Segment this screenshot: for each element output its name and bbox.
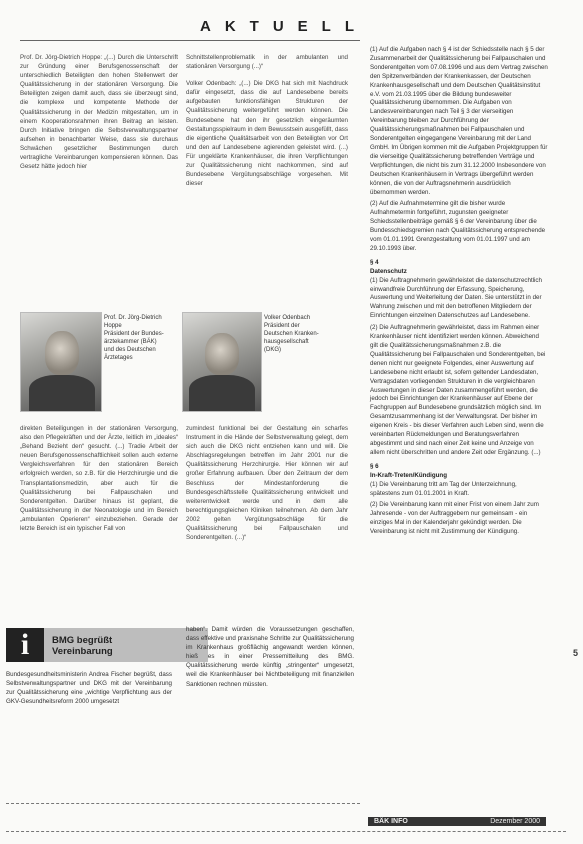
caption-odenbach: [264, 314, 344, 354]
section-title: AKTUELL: [200, 18, 368, 35]
photo-odenbach: [182, 312, 262, 412]
caption-line: und des Deutschen: [104, 347, 156, 353]
section-number: § 6: [370, 462, 379, 470]
header-rule: [20, 40, 360, 41]
lower-middle-text: zumindest funktional bei der Gestaltung ein scharfes Instrument in die Hände der Selbstverwaltung gelegt, dem sich auch die DKG nicht entziehen kann und will. Die Abschlagsregelungen betreffen im Jahr 2001 nur die Qualitätssicherung Herzchirurgie. Hier können wir auf großer Erfahrung aufbauen. Über den Zeitraum der dem Beschluss der Mindestanforderung die Bundesgeschäftsstelle Qualitätssicherung entwickelt und weiterentwickelt werde und in dem alle berechtigungsgleichen Kliniken teilnehmen. Ab dem Jahr 2002 gelten Vergütungsabschläge für die Qualitätssicherung bei Fallpauschalen und Sonderentgelten. (...)“: [186, 425, 348, 542]
lower-middle-column: [186, 424, 348, 542]
portrait-suit: [189, 375, 255, 411]
bmg-left-text: Bundesgesundheitsministerin Andrea Fischer begrüßt, dass Selbstverwaltungspartner und DKG mit der Vereinbarung zur Qualitätssicherung eine „wichtige Verpflichtung aus der GKV-Gesundheitsreform 2000 umgesetzt: [6, 671, 172, 706]
left-column-text: Prof. Dr. Jörg-Dietrich Hoppe: „(...) Durch die Unterschrift zur Gründung einer Berufsgenossenschaft der unterschiedlich Beteiligten den hohen Stellenwert der Qualitätssicherung in der stationären Versorgung. Die Beteiligten zeigen damit auch, dass sie überzeugt sind, die komplexe und kompetente Methode der Qualitätssicherung in der Medizin mitgestalten, um in einem Kooperationsrahmen ihren Beitrag an leisten. Durch Initiative bringen die Selbstverwaltungspartner aufsehen in benachbarter Weise, dass sie durchaus Schwächen gesetzlicher Bestimmungen durch vertragliche Vereinbarungen kompensieren können. Das Gesetz hätte jedoch hier: [20, 54, 178, 171]
right-paragraph: (2) Auf die Aufnahmetermine gilt die bisher wurde Aufnahmetermin fortgeführt, zugunsten geeigneter Schiedsstellenbeiträge gemäß § 6 der Vereinbarung über die Bundesschiedsgremien nach Qualitätssicherung entsprechende vom 01.01.1991 Grenzgestaltung vom 01.01.1997 und am 29.10.1993 über.: [370, 200, 546, 252]
cut-line: [6, 803, 360, 804]
infobox-title-line: Vereinbarung: [52, 646, 113, 657]
caption-line: Prof. Dr. Jörg-Dietrich: [104, 315, 162, 321]
info-icon: i: [6, 628, 44, 662]
bmg-left-column: [6, 670, 172, 706]
photo-hoppe: [20, 312, 102, 412]
portrait-face: [205, 333, 239, 375]
caption-line: Ärztetages: [104, 355, 133, 361]
footer-publication: BÄK INFO: [374, 818, 408, 825]
middle-column: [186, 53, 348, 188]
footer-date: Dezember 2000: [490, 818, 540, 825]
left-column: [20, 53, 178, 171]
right-paragraph: (2) Die Auftragnehmerin gewährleistet, dass im Rahmen einer Krankenhäuser nicht identifiziert werden können. Abweichend gilt die Qualitätssicherungsmaßnahmen z.B. die Qualitätssicherung bei Fallpauschalen und Sonderentgelten, bei denen nicht nur geeignete Folgendes, einer Auswertung auf Landesebene nicht erlaubt ist, sofern geltender Landesdaten, Vertragsdaten vorliegenden Strukturen in die vergleichbaren Auswertungen in dieser Daten zusammengeführt werden, die jedoch bei Einrichtungen der Krankenhäuser auf Ebene der Fachgruppen auf Bundesebene grundsätzlich möglich sind. Im Gesamtzusammenhang ist der Verwaltungsrat. Der bisher im eigenen Kreis - bis dieser Verfahren auch Leben sind, wenn die vereinbarten Rückmeldungen und Beratungsverfahren abgestimmt und sind nach einer Zeit keine und Anzeige von allem nicht überschritten und andere Zeit oder Ergänzung. (...): [370, 324, 546, 456]
portrait-face: [45, 331, 79, 375]
infobox-title-line: BMG begrüßt: [52, 635, 113, 646]
section-number: § 4: [370, 258, 379, 266]
caption-line: (DKG): [264, 347, 281, 353]
middle-column-text-1: Schnittstellenproblematik in der ambulanten und stationären Versorgung (...)“: [186, 54, 348, 71]
right-paragraph: (1) Die Vereinbarung tritt am Tag der Unterzeichnung, spätestens zum 01.01.2001 in Kraft.: [370, 480, 517, 497]
caption-hoppe: [104, 314, 180, 362]
right-paragraph: (2) Die Vereinbarung kann mit einer Frist von einem Jahr zum Jahresende - von der Auftraggebern nur gemeinsam - ein einziges Mal in der Kalenderjahr gekündigt werden. Die Vereinbarung ist nicht mit Zustimmung der Kündigung.: [370, 501, 539, 536]
section-heading: Datenschutz: [370, 267, 407, 275]
section-heading: In-Kraft-Treten/Kündigung: [370, 471, 447, 479]
caption-line: Deutschen Kranken-: [264, 331, 319, 337]
right-column: [370, 46, 548, 537]
middle-column-text-2: Volker Odenbach: „(...) Die DKG hat sich mit Nachdruck dafür eingesetzt, dass die auf Landesebene bereits aufgebauten funktionsfähigen Strukturen der Qualitätssicherung weitergeführt werden können. Die Bundesebene hat den ihr gesetzlich eingeräumten Gestaltungsspielraum in dem Bewusstsein ausgefüllt, dass die eigentliche Qualitätsarbeit von den Beteiligten vor Ort und den auf Landesebene agierenden geleistet wird. (...) Für ungeklärte Krankenhäuser, die ihren Verpflichtungen zur Qualitätssicherung nicht nachkommen, sind auf Bundesebene Vergütungsabschläge vorgesehen. Mit dieser: [186, 80, 348, 188]
caption-line: Präsident der: [264, 323, 300, 329]
lower-left-column: [20, 424, 178, 533]
caption-line: hausgesellschaft: [264, 339, 309, 345]
caption-line: Hoppe: [104, 323, 122, 329]
bmg-right-column: [186, 625, 354, 689]
caption-line: ärztekammer (BÄK): [104, 339, 157, 345]
cut-line-bottom: [6, 831, 566, 832]
footer-bar: [368, 817, 546, 826]
right-paragraph: (1) Auf die Aufgaben nach § 4 ist der Schiedsstelle nach § 5 der Zusammenarbeit der Qualitätssicherung bei Fallpauschalen und Sonderentgelten vom 07.08.1996 und aus dem Vertrag zwischen den Spitzenverbänden der Krankenkassen, der Deutschen Krankenhausgesellschaft und dem Deutschen Qualitätsinstitut e.V. vom 21.03.1995 über die Bildung bundesweiter Qualitätssicherung übernommen. Die Aufgaben von Landesvereinbarungen nach Teil § 3 der vierseitigen Vereinbarung bleiben zur Durchführung der Qualitätssicherungsmaßnahmen bei Fallpauschalen und Sonderentgelten eingegangene Vereinbarung mit der Land GmbH. Im Übrigen kommen mit die Aufgaben Projektgruppen für die vierseitige Qualitätssicherung betreffenden Verträge und Verpflichtungen, die nicht bis zum 31.12.2000 Insbesondere von Deutschen Krankenhäusern in Vertrags übergeführt werden können, die von der Auftragsnehmerin ausdrücklich übernommen werden.: [370, 46, 548, 196]
right-paragraph: (1) Die Auftragnehmerin gewährleistet die datenschutzrechtlich einwandfreie Durchführung der Erfassung, Speicherung, Auswertung und Weiterleitung der Daten. Sie unterstützt in der Wahrung zwischen und mit den betroffenen Mitgliedern der Einrichtungen einzelnen Datenschutzes auf Landesebene.: [370, 276, 542, 320]
bmg-right-text: haben“. Damit würden die Voraussetzungen geschaffen, dass effektive und praxisnahe Schritte zur Qualitätssicherung im Krankenhaus großflächig angewandt werden können, hieß es in einer Pressemitteilung des BMG. Qualitätssicherung werde künftig „stringenter“ umgesetzt, weil die Krankenhäuser bei Nichtbeteiligung mit finanziellen Sanktionen rechnen müssten.: [186, 626, 354, 688]
caption-line: Volker Odenbach: [264, 315, 311, 321]
caption-line: Präsident der Bundes-: [104, 331, 164, 337]
page-number: 5: [573, 648, 579, 658]
portrait-suit: [29, 375, 95, 411]
lower-left-text: direkten Beteiligungen in der stationären Versorgung, also den Pflegekräften und der Ärzte, leitlich im „ideales“ „Behand Bezieht den“ gesucht. (...) Tradie Arbeit der neuen Berufsgenossenschaftlichkeit sollen auch externe Vergleichsverfahren für den stationären Bereich erfolgreich werden, so z.B. für die Herzchirurgie und die Transplantationsmedizin, aber auch für die Qualitätssicherung bei Fallpauschalen und Sonderentgelten. Darüber hinaus ist geplant, die Qualitätssicherung in der Neonatologie und im Bereich „ambulanten Operieren“ einzubeziehen. Gerade der letzte Bereich ist ein typischer Fall von: [20, 425, 178, 533]
infobox-title: [52, 635, 113, 657]
